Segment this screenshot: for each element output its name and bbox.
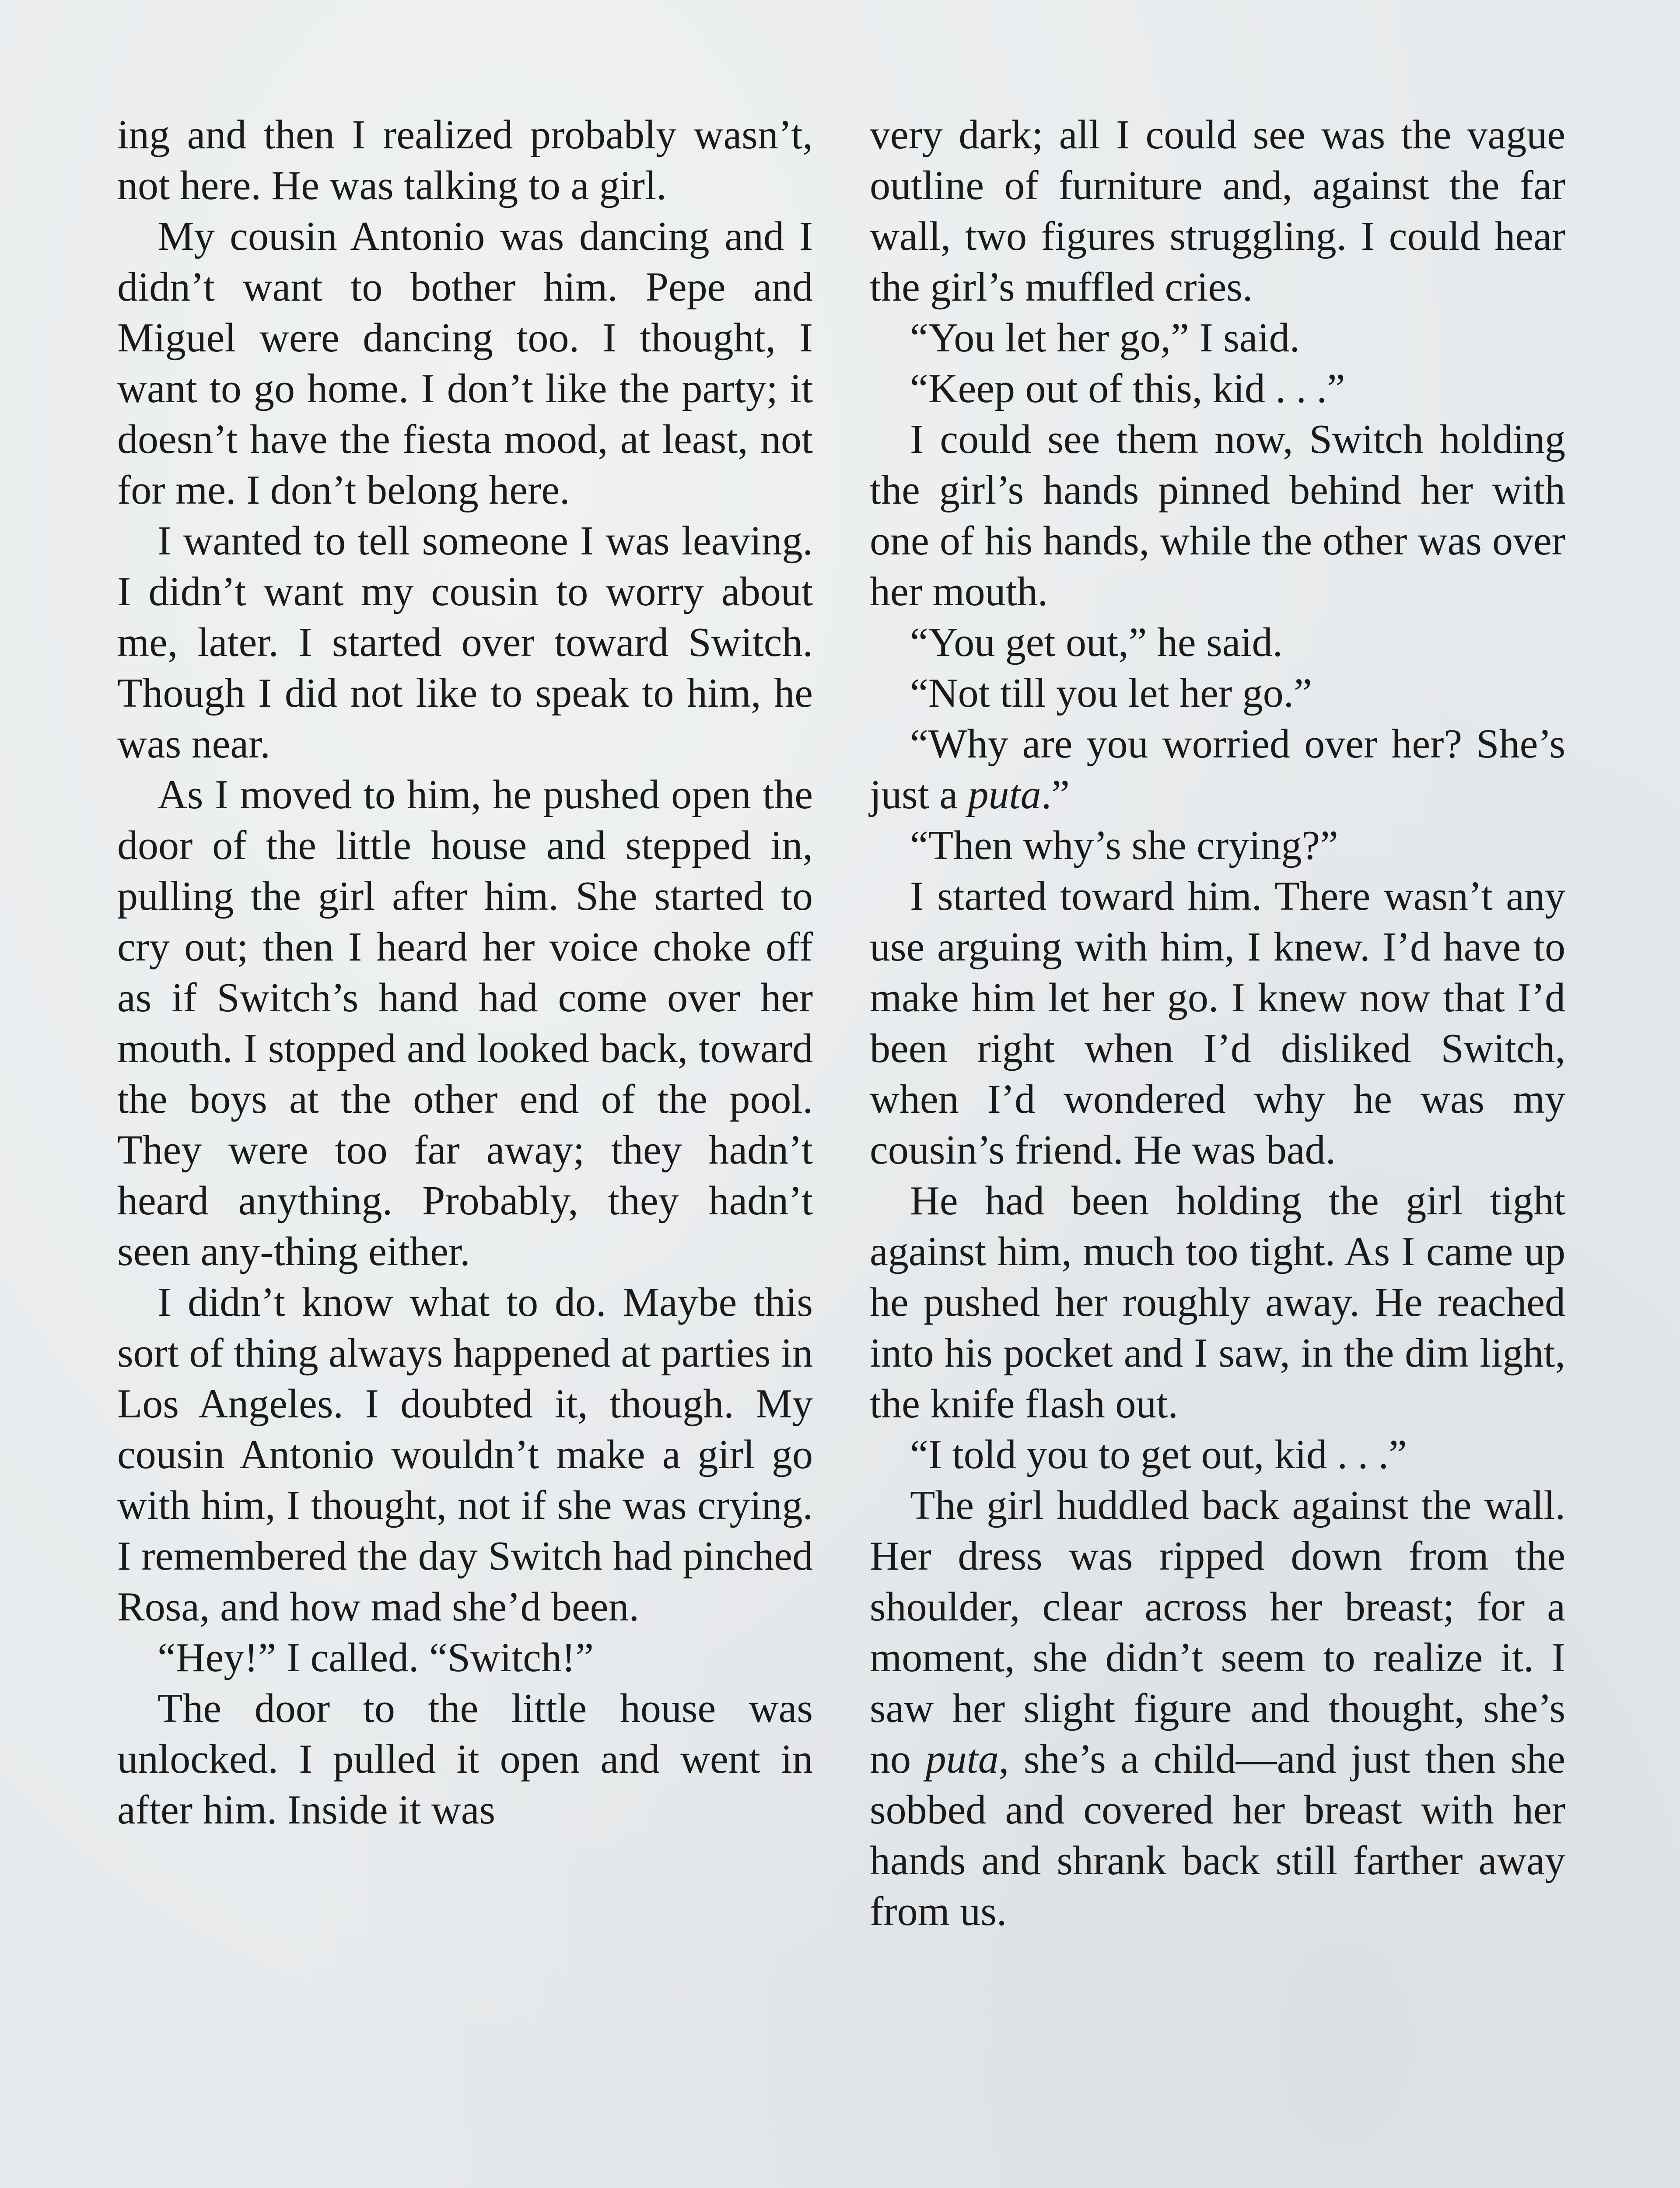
paragraph — [870, 414, 1565, 617]
paragraph-text: “Why are you worried over her? She’s just a — [870, 721, 1565, 817]
paragraph-text: ing and then I realized probably wasn’t, not here. He was talking to a girl. — [117, 112, 813, 208]
paragraph — [870, 109, 1565, 312]
left-text-column — [117, 109, 813, 1835]
paragraph — [870, 1480, 1565, 1937]
paragraph-text: “Keep out of this, kid . . .” — [910, 366, 1345, 411]
paragraph — [870, 1429, 1565, 1480]
paragraph-text: very dark; all I could see was the vague outline of furniture and, against the far wall, two figures struggling. I could hear the girl’s muffled cries. — [870, 112, 1565, 310]
paragraph — [117, 515, 813, 769]
paragraph-text: I didn’t know what to do. Maybe this sort of thing always happened at parties in Los Angeles. I doubted it, though. My cousin Antonio wouldn’t make a girl go with him, I thought, not if she was crying. I remembered the day Switch had pinched Rosa, and how mad she’d been. — [117, 1280, 813, 1630]
paragraph — [870, 668, 1565, 719]
right-text-column — [870, 109, 1565, 1937]
paragraph — [870, 820, 1565, 871]
paragraph — [117, 1632, 813, 1683]
paragraph-text: My cousin Antonio was dancing and I didn’t want to bother him. Pepe and Miguel were dancing too. I thought, I want to go home. I don’t like the party; it doesn’t have the fiesta mood, at least, not for me. I don’t belong here. — [117, 214, 813, 513]
paragraph-text-end: .” — [1041, 772, 1070, 817]
paragraph — [870, 363, 1565, 414]
paragraph — [117, 1277, 813, 1632]
paragraph-text-end: , she’s a child—and just then she sobbed and covered her breast with her hands and shrank back still farther away from us. — [870, 1736, 1565, 1934]
paragraph-text: I started toward him. There wasn’t any use arguing with him, I knew. I’d have to make him let her go. I knew now that I’d been right when I’d disliked Switch, when I’d wondered why he was my cousin’s friend. He was bad. — [870, 873, 1565, 1173]
paragraph-text: “You get out,” he said. — [910, 620, 1283, 665]
paragraph — [117, 109, 813, 211]
paragraph — [870, 312, 1565, 363]
paragraph-text: I wanted to tell someone I was leaving. I didn’t want my cousin to worry about me, later. I started over toward Switch. Though I did not like to speak to him, he was near. — [117, 518, 813, 767]
paragraph-text: As I moved to him, he pushed open the door of the little house and stepped in, pulling the girl after him. She started to cry out; then I heard her voice choke off as if Switch’s hand had come over her mouth. I stopped and looked back, toward the boys at the other end of the pool. They were too far away; they hadn’t heard anything. Probably, they hadn’t seen any-thing either. — [117, 772, 813, 1274]
paragraph — [117, 769, 813, 1277]
paragraph-text: “Hey!” I called. “Switch!” — [158, 1635, 594, 1680]
paragraph-text: “You let her go,” I said. — [910, 315, 1300, 361]
paragraph — [117, 211, 813, 515]
paragraph — [870, 617, 1565, 668]
paragraph — [870, 871, 1565, 1175]
paragraph — [117, 1683, 813, 1835]
paragraph-text: “I told you to get out, kid . . .” — [910, 1432, 1407, 1477]
paragraph-text: The door to the little house was unlocked. I pulled it open and went in after him. Inside it was — [117, 1686, 813, 1833]
paragraph-text: “Not till you let her go.” — [910, 670, 1312, 716]
paragraph — [870, 719, 1565, 820]
paragraph — [870, 1175, 1565, 1429]
italic-word: puta — [925, 1736, 999, 1782]
paragraph-text: The girl huddled back against the wall. Her dress was ripped down from the shoulder, clear across her breast; for a moment, she didn’t seem to realize it. I saw her slight figure and thought, she’s no — [870, 1483, 1565, 1782]
italic-word: puta — [968, 772, 1041, 817]
paragraph-text: I could see them now, Switch holding the girl’s hands pinned behind her with one of his hands, while the other was over her mouth. — [870, 417, 1565, 614]
paragraph-text: He had been holding the girl tight against him, much too tight. As I came up he pushed her roughly away. He reached into his pocket and I saw, in the dim light, the knife flash out. — [870, 1178, 1565, 1427]
paragraph-text: “Then why’s she crying?” — [910, 823, 1338, 868]
